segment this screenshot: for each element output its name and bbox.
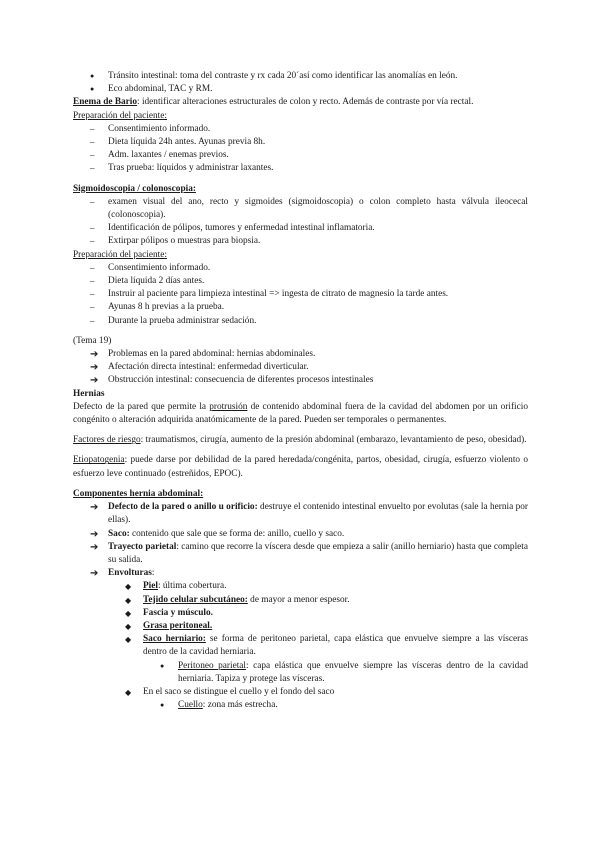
dash-icon: – xyxy=(90,137,95,148)
list-item: ● Cuello: zona más estrecha. xyxy=(73,699,528,712)
list-item: – examen visual del ano, recto y sigmoides (sigmoidoscopia) o colon completo hasta válvula ileocecal (colonoscopia). xyxy=(90,196,528,221)
list-item: ● Tránsito intestinal: toma del contraste y rx cada 20´así como identificar las anomalías en león. xyxy=(73,70,528,83)
dash-icon: – xyxy=(90,276,95,287)
dash-icon: – xyxy=(90,123,95,134)
etiopatogenia-paragraph: Etiopatogenia: puede darse por debilidad de la pared heredada/congénita, partos, obesidad, cirugía, esfuerzo violento o esfuerzo leve continuado (estreñidos, EPOC). xyxy=(73,455,528,479)
prep-list xyxy=(73,123,528,176)
list-item: ➔ Afectación directa intestinal: enfermedad diverticular. xyxy=(90,362,309,374)
spacer xyxy=(73,481,528,488)
list-item: – Extirpar pólipos o muestras para biopsia. xyxy=(73,235,528,248)
sigmo-heading: Sigmoidoscopia / colonoscopia: xyxy=(73,183,196,194)
list-item: – Consentimiento informado. xyxy=(73,262,528,275)
prep-heading: Preparación del paciente: xyxy=(73,249,167,260)
sigmo-list xyxy=(73,196,528,249)
dash-icon: – xyxy=(90,262,95,273)
list-item: – Adm. laxantes / enemas previos. xyxy=(73,149,528,162)
list-item: – Tras prueba: líquidos y administrar laxantes. xyxy=(73,162,528,175)
list-item: ➔ Obstrucción intestinal: consecuencia de diferentes procesos intestinales xyxy=(90,375,374,387)
diamond-bullet-icon: ◆ xyxy=(125,687,132,697)
list-item: ● Peritoneo parietal: capa elástica que envuelve siempre las vísceras dentro de la cavidad herniaria. Tapiza y protege las vísceras. xyxy=(160,660,529,684)
list-item: ➔ Saco: contenido que sale que se forma de: anillo, cuello y saco. xyxy=(90,528,345,540)
list-item: ◆ Grasa peritoneal. xyxy=(73,620,528,633)
list-item: ➔ Trayecto parietal: camino que recorre la víscera desde que empieza a salir (anillo herniario) hasta que completa su salida. xyxy=(90,541,529,565)
list-item: – Dieta líquida 2 días antes. xyxy=(73,275,528,288)
arrow-icon: ➔ xyxy=(90,541,99,553)
list-item: – Dieta líquida 24h antes. Ayunas previa 8h. xyxy=(73,136,528,149)
list-item: – Ayunas 8 h previas a la prueba. xyxy=(73,301,528,314)
enema-heading: Enema de Bario xyxy=(73,97,138,108)
list-item: ◆ En el saco se distingue el cuello y el fondo del saco xyxy=(73,686,528,699)
tema-list xyxy=(73,348,528,388)
diamond-bullet-icon: ◆ xyxy=(125,621,132,631)
list-item: ◆ Saco herniario: se forma de peritoneo parietal, capa elástica que envuelve siempre a las vísceras dentro de la cavidad herniaria. xyxy=(125,634,528,658)
spacer xyxy=(73,427,528,434)
arrow-icon: ➔ xyxy=(90,375,99,387)
list-item: ◆ Piel: última cobertura. xyxy=(73,580,528,593)
bullet-icon: ● xyxy=(160,661,165,670)
bullet-icon: ● xyxy=(90,72,95,80)
list-item: ● Eco abdominal, TAC y RM. xyxy=(73,83,528,96)
arrow-icon: ➔ xyxy=(90,502,99,514)
list-item: ◆ Tejido celular subcutáneo: de mayor a menor espesor. xyxy=(73,594,528,607)
arrow-icon: ➔ xyxy=(90,568,99,580)
hernias-heading: Hernias xyxy=(73,388,105,399)
spacer xyxy=(73,328,528,335)
diamond-bullet-icon: ◆ xyxy=(125,595,132,605)
tema-label: (Tema 19) xyxy=(73,335,112,346)
dash-icon: – xyxy=(90,163,95,174)
bullet-icon: ● xyxy=(160,701,165,710)
list-item: ➔ Envolturas: xyxy=(90,568,155,580)
prep-heading: Preparación del paciente: xyxy=(73,110,167,121)
dash-icon: – xyxy=(90,289,95,300)
arrow-icon: ➔ xyxy=(90,349,99,361)
spacer xyxy=(73,447,528,454)
arrow-icon: ➔ xyxy=(90,362,99,374)
list-item: – Consentimiento informado. xyxy=(73,123,528,136)
dash-icon: – xyxy=(90,315,95,326)
spacer xyxy=(73,176,528,183)
list-item: – Instruir al paciente para limpieza intestinal => ingesta de citrato de magnesio la tarde antes. xyxy=(73,288,528,301)
list-item: – Durante la prueba administrar sedación. xyxy=(73,315,528,328)
diamond-bullet-icon: ◆ xyxy=(125,608,132,618)
hernias-definition: Defecto de la pared que permite la protrusión de contenido abdominal fuera de la cavidad del abdomen por un orificio congénito o alteración adquirida anatómicamente de la pared. Pueden ser temporales o permanentes. xyxy=(73,401,528,426)
diamond-bullet-icon: ◆ xyxy=(125,635,132,645)
factores-paragraph: Factores de riesgo: traumatismos, cirugía, aumento de la presión abdominal (embarazo, levantamiento de peso, obesidad). xyxy=(73,435,527,446)
list-item: ◆ Fascia y músculo. xyxy=(73,607,528,620)
dash-icon: – xyxy=(90,223,95,234)
componentes-heading: Componentes hernia abdominal: xyxy=(73,488,204,499)
page-content xyxy=(73,70,528,712)
dash-icon: – xyxy=(90,196,95,207)
list-item: ➔ Problemas en la pared abdominal: hernias abdominales. xyxy=(90,349,316,361)
dash-icon: – xyxy=(90,150,95,161)
intro-bullet-list xyxy=(73,70,528,96)
diamond-bullet-icon: ◆ xyxy=(125,582,132,592)
sigmo-prep-list xyxy=(73,262,528,328)
enema-paragraph: Enema de Bario: identificar alteraciones estructurales de colon y recto. Además de contraste por vía rectal. xyxy=(73,97,474,108)
dash-icon: – xyxy=(90,302,95,313)
list-item: – Identificación de pólipos, tumores y enfermedad intestinal inflamatoria. xyxy=(73,222,528,235)
bullet-icon: ● xyxy=(90,85,95,94)
dash-icon: – xyxy=(90,236,95,247)
componentes-list xyxy=(73,501,528,712)
list-item: ➔ Defecto de la pared o anillo u orificio: destruye el contenido intestinal envuelto por evolutas (sale la hernia por ellas). xyxy=(90,502,528,526)
arrow-icon: ➔ xyxy=(90,528,99,540)
